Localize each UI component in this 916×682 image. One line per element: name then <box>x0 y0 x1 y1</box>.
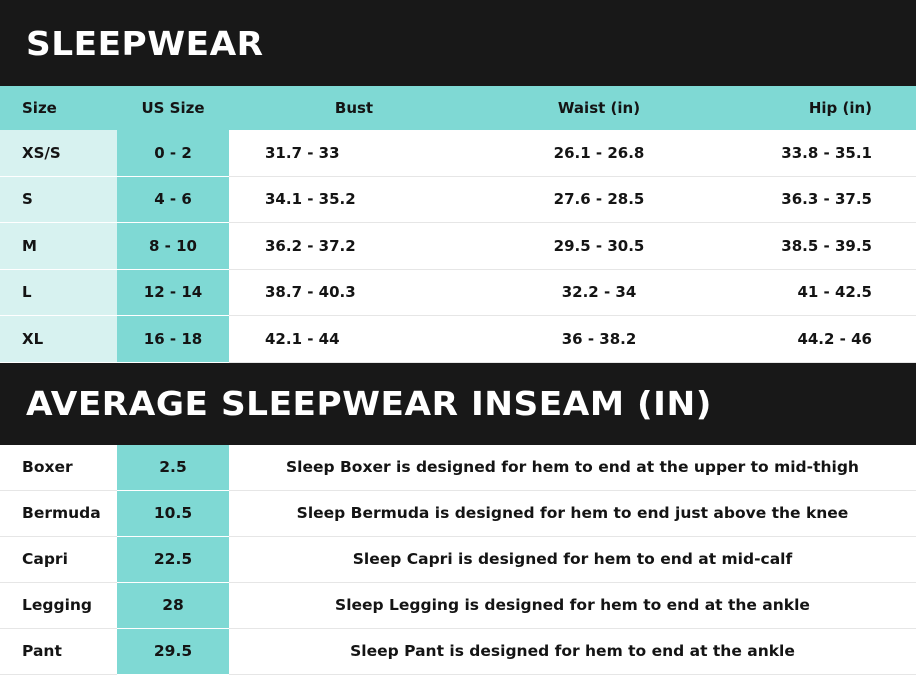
cell-waist: 27.6 - 28.5 <box>479 176 719 223</box>
cell-us-size: 16 - 18 <box>117 316 229 363</box>
table-row <box>0 445 916 491</box>
cell-inseam-type: Capri <box>0 536 117 582</box>
cell-bust: 31.7 - 33 <box>229 130 479 176</box>
inseam-title-band <box>0 363 916 445</box>
table-row <box>0 628 916 674</box>
cell-waist: 32.2 - 34 <box>479 269 719 316</box>
column-header-size: Size <box>0 86 117 130</box>
cell-waist: 26.1 - 26.8 <box>479 130 719 176</box>
cell-inseam-value: 10.5 <box>117 490 229 536</box>
table-row <box>0 130 916 176</box>
cell-hip: 41 - 42.5 <box>719 269 916 316</box>
cell-us-size: 8 - 10 <box>117 223 229 270</box>
cell-size: M <box>0 223 117 270</box>
cell-inseam-type: Legging <box>0 582 117 628</box>
cell-inseam-value: 22.5 <box>117 536 229 582</box>
cell-inseam-value: 2.5 <box>117 445 229 491</box>
cell-waist: 36 - 38.2 <box>479 316 719 363</box>
cell-inseam-value: 29.5 <box>117 628 229 674</box>
sleepwear-title-band <box>0 0 916 86</box>
cell-inseam-description: Sleep Bermuda is designed for hem to end just above the knee <box>229 490 916 536</box>
column-header-waist: Waist (in) <box>479 86 719 130</box>
cell-size: S <box>0 176 117 223</box>
table-row <box>0 490 916 536</box>
inseam-title: AVERAGE SLEEPWEAR INSEAM (IN) <box>26 384 712 423</box>
cell-us-size: 4 - 6 <box>117 176 229 223</box>
page-title: SLEEPWEAR <box>26 23 264 63</box>
table-row <box>0 223 916 270</box>
cell-inseam-description: Sleep Legging is designed for hem to end at the ankle <box>229 582 916 628</box>
cell-size: XL <box>0 316 117 363</box>
table-row <box>0 176 916 223</box>
cell-size: L <box>0 269 117 316</box>
cell-hip: 36.3 - 37.5 <box>719 176 916 223</box>
table-row <box>0 536 916 582</box>
cell-inseam-description: Sleep Pant is designed for hem to end at the ankle <box>229 628 916 674</box>
sleepwear-size-table <box>0 86 916 363</box>
cell-inseam-type: Bermuda <box>0 490 117 536</box>
cell-us-size: 0 - 2 <box>117 130 229 176</box>
cell-bust: 42.1 - 44 <box>229 316 479 363</box>
column-header-hip: Hip (in) <box>719 86 916 130</box>
cell-waist: 29.5 - 30.5 <box>479 223 719 270</box>
cell-hip: 33.8 - 35.1 <box>719 130 916 176</box>
sleepwear-inseam-table <box>0 445 916 675</box>
size-table-header-row <box>0 86 916 130</box>
column-header-bust: Bust <box>229 86 479 130</box>
cell-hip: 38.5 - 39.5 <box>719 223 916 270</box>
cell-inseam-type: Pant <box>0 628 117 674</box>
cell-us-size: 12 - 14 <box>117 269 229 316</box>
cell-inseam-type: Boxer <box>0 445 117 491</box>
cell-inseam-value: 28 <box>117 582 229 628</box>
cell-inseam-description: Sleep Capri is designed for hem to end at mid-calf <box>229 536 916 582</box>
table-row <box>0 269 916 316</box>
table-row <box>0 582 916 628</box>
cell-bust: 34.1 - 35.2 <box>229 176 479 223</box>
table-row <box>0 316 916 363</box>
cell-inseam-description: Sleep Boxer is designed for hem to end at the upper to mid-thigh <box>229 445 916 491</box>
cell-size: XS/S <box>0 130 117 176</box>
cell-bust: 36.2 - 37.2 <box>229 223 479 270</box>
column-header-us-size: US Size <box>117 86 229 130</box>
cell-hip: 44.2 - 46 <box>719 316 916 363</box>
cell-bust: 38.7 - 40.3 <box>229 269 479 316</box>
